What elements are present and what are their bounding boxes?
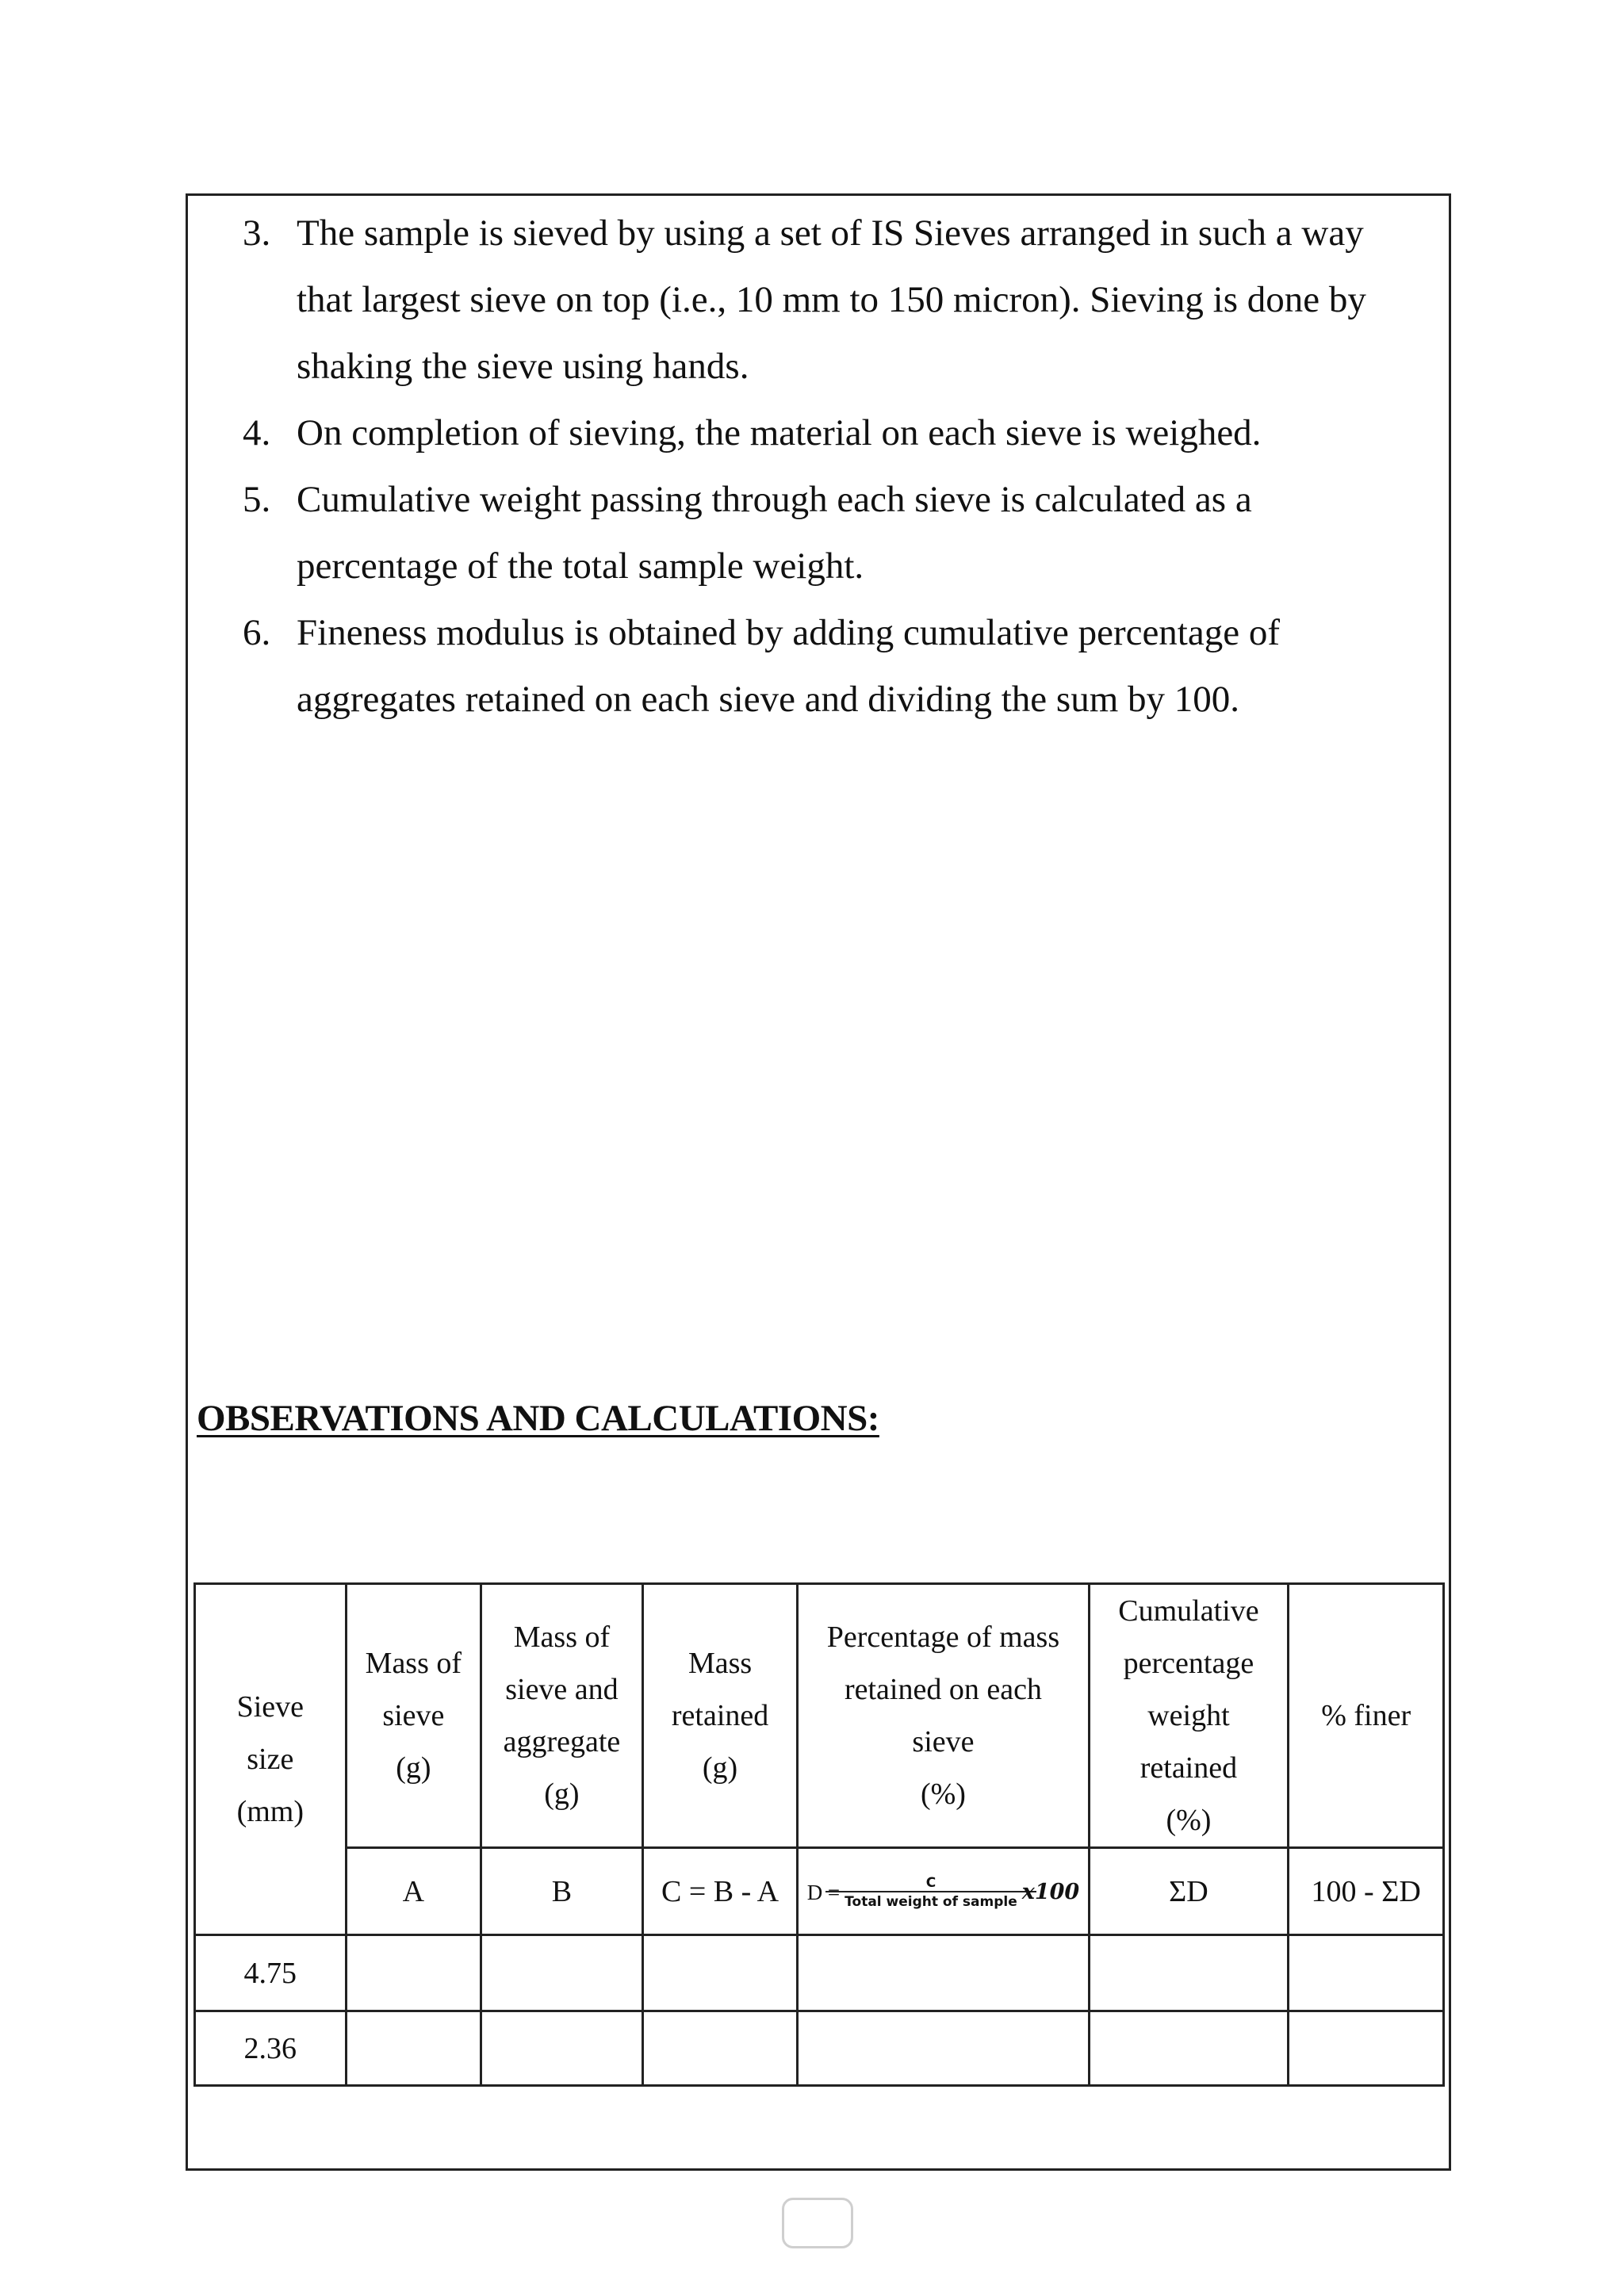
section-heading: OBSERVATIONS AND CALCULATIONS:: [197, 1398, 879, 1439]
symbol-cell: B: [481, 1848, 643, 1935]
header-percent-finer: % finer: [1289, 1584, 1444, 1848]
symbol-cell: 100 - ΣD: [1289, 1848, 1444, 1935]
header-percentage-retained: Percentage of mass retained on each sieve (%): [798, 1584, 1089, 1848]
page-number-box: [782, 2198, 853, 2248]
observations-table: [193, 1582, 1445, 2087]
symbol-cell: ΣD: [1089, 1848, 1289, 1935]
table-symbol-row: [195, 1848, 1444, 1935]
symbol-cell: A: [346, 1848, 481, 1935]
header-sieve-size: Sieve size (mm): [195, 1584, 347, 1935]
formula-fraction: $\frac{C}{\text{Total weight of sample}}$: [845, 1875, 1017, 1910]
header-mass-of-sieve: Mass of sieve (g): [346, 1584, 481, 1848]
header-cumulative-percentage: Cumulative percentage weight retained (%): [1089, 1584, 1289, 1848]
procedure-step: 5. Cumulative weight passing through each sieve is calculated as a percentage of the total sample weight.: [243, 479, 1252, 587]
table-header-row: [195, 1584, 1444, 1848]
sieve-size-cell: 2.36: [195, 2011, 347, 2086]
symbol-cell: C = B - A: [642, 1848, 798, 1935]
procedure-step: 4. On completion of sieving, the material on each sieve is weighed.: [243, 412, 1262, 453]
procedure-step: 3. The sample is sieved by using a set of IS Sieves arranged in such a way that largest sieve on top (i.e., 10 mm to 150 micron). Sieving is done by shaking the sieve using hands.: [243, 212, 1366, 387]
header-mass-retained: Mass retained (g): [642, 1584, 798, 1848]
header-mass-sieve-aggregate: Mass of sieve and aggregate (g): [481, 1584, 643, 1848]
procedure-step: 6. Fineness modulus is obtained by adding cumulative percentage of aggregates retained on each sieve and dividing the sum by 100.: [243, 612, 1280, 720]
formula-cell: [798, 1848, 1089, 1935]
sieve-size-cell: 4.75: [195, 1935, 347, 2011]
table-row: [195, 2011, 1444, 2086]
table-row: [195, 1935, 1444, 2011]
percentage-formula: D = $\frac{C}{\text{Total weight of sample}}$ x100: [806, 1875, 1080, 1910]
procedure-steps: [243, 200, 1432, 733]
